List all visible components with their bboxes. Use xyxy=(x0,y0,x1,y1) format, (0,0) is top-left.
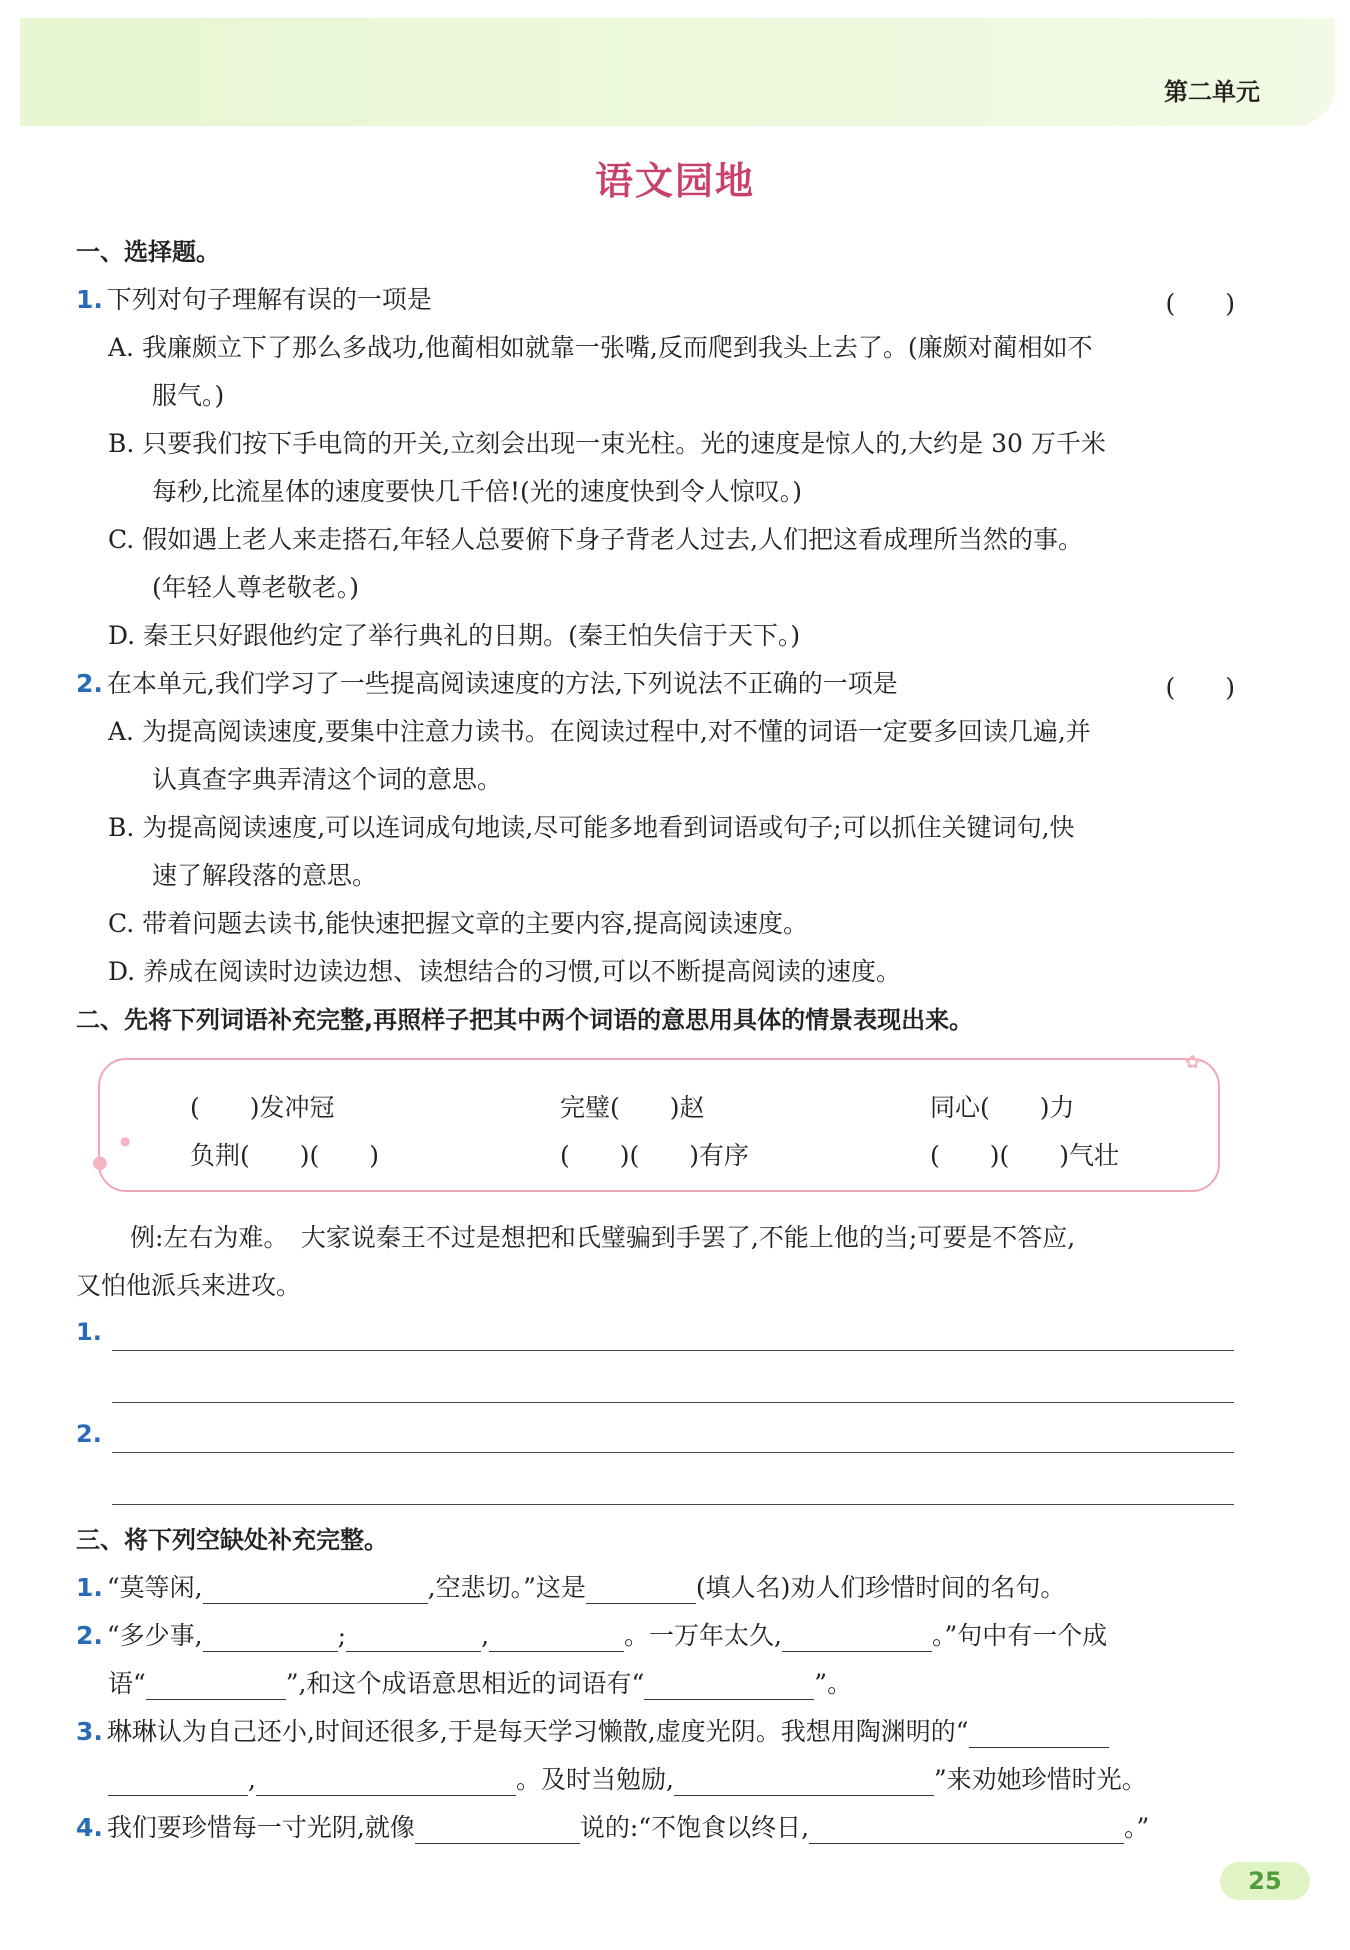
q2-option-b-cont: 速了解段落的意思。 xyxy=(152,861,378,890)
q1-stem-text: 下列对句子理解有误的一项是 xyxy=(106,285,432,314)
q2-option-b xyxy=(108,812,1075,844)
example-line-1: 例:左右为难。 大家说秦王不过是想把和氏璧骗到手罢了,不能上他的当;可要是不答应, xyxy=(130,1223,1076,1252)
word-item[interactable]: ( )发冲冠 xyxy=(190,1093,335,1122)
option-letter: A. xyxy=(108,333,135,362)
q1-answer-paren[interactable]: ( ) xyxy=(1165,289,1235,318)
q2-stem-text: 在本单元,我们学习了一些提高阅读速度的方法,下列说法不正确的一项是 xyxy=(106,669,898,698)
q2-number: 2. xyxy=(76,669,103,698)
option-letter: C. xyxy=(108,525,135,554)
text: 。及时当勉励, xyxy=(515,1765,674,1794)
q1-option-a-cont: 服气。) xyxy=(152,381,225,410)
q2-answer-paren[interactable]: ( ) xyxy=(1165,673,1235,702)
fill-blank[interactable] xyxy=(108,1769,248,1796)
s3-q1-number: 1. xyxy=(76,1573,103,1602)
q2-option-c xyxy=(108,908,808,940)
text: , xyxy=(248,1765,256,1794)
word-box xyxy=(98,1058,1220,1192)
text: “莫等闲, xyxy=(106,1573,203,1602)
fill-blank[interactable] xyxy=(674,1769,934,1796)
section2-heading: 二、先将下列词语补充完整,再照样子把其中两个词语的意思用具体的情景表现出来。 xyxy=(76,1006,974,1034)
text: (填人名)劝人们珍惜时间的名句。 xyxy=(695,1573,1066,1602)
text: , xyxy=(481,1621,490,1650)
option-text: 我廉颇立下了那么多战功,他蔺相如就靠一张嘴,反而爬到我头上去了。(廉颇对蔺相如不 xyxy=(141,333,1093,362)
fill-blank[interactable] xyxy=(256,1769,516,1796)
s3-q3-cont xyxy=(108,1764,1147,1796)
text: 。” xyxy=(1124,1813,1150,1842)
page-number: 25 xyxy=(1220,1862,1310,1900)
word-item[interactable]: ( )( )气壮 xyxy=(930,1141,1120,1170)
word-item[interactable]: 同心( )力 xyxy=(930,1093,1075,1122)
q1-option-c-cont: (年轻人尊老敬老。) xyxy=(152,573,360,602)
option-text: 带着问题去读书,能快速把握文章的主要内容,提高阅读速度。 xyxy=(142,909,809,938)
word-item[interactable]: 负荆( )( ) xyxy=(190,1141,380,1170)
s3-q3-number: 3. xyxy=(76,1717,103,1746)
answer-number-1: 1. xyxy=(76,1318,102,1346)
s3-q4 xyxy=(76,1812,1149,1844)
option-text: 养成在阅读时边读边想、读想结合的习惯,可以不断提高阅读的速度。 xyxy=(143,957,902,986)
text: 。”句中有一个成 xyxy=(931,1621,1108,1650)
answer-line[interactable] xyxy=(112,1350,1234,1351)
q1-option-a xyxy=(108,332,1093,364)
fill-blank[interactable] xyxy=(346,1625,481,1652)
q1-option-b-cont: 每秒,比流星体的速度要快几千倍!(光的速度快到令人惊叹。) xyxy=(152,477,803,506)
option-letter: A. xyxy=(108,717,135,746)
q2-stem xyxy=(76,668,898,700)
option-letter: D. xyxy=(108,621,136,650)
page-title: 语文园地 xyxy=(594,159,755,203)
option-text: 为提高阅读速度,要集中注意力读书。在阅读过程中,对不懂的词语一定要多回读几遍,并 xyxy=(141,717,1091,746)
option-letter: D. xyxy=(108,957,136,986)
answer-line[interactable] xyxy=(112,1504,1234,1505)
q1-number: 1. xyxy=(76,285,103,314)
option-letter: B. xyxy=(108,813,135,842)
option-letter: C. xyxy=(108,909,135,938)
fill-blank[interactable] xyxy=(644,1673,814,1700)
fill-blank[interactable] xyxy=(203,1577,428,1604)
text: 我们要珍惜每一寸光阴,就像 xyxy=(106,1813,415,1842)
q1-stem xyxy=(76,284,432,316)
text: ; xyxy=(337,1621,347,1650)
unit-label: 第二单元 xyxy=(1164,78,1260,106)
fill-blank[interactable] xyxy=(586,1577,696,1604)
paw-icon: ● xyxy=(92,1152,108,1173)
example-line-2: 又怕他派兵来进攻。 xyxy=(76,1271,302,1300)
word-item[interactable]: ( )( )有序 xyxy=(560,1141,750,1170)
s3-q2 xyxy=(76,1620,1107,1652)
header-banner xyxy=(20,18,1335,126)
q1-option-d xyxy=(108,620,800,652)
q1-option-c xyxy=(108,524,1083,556)
option-text: 秦王只好跟他约定了举行典礼的日期。(秦王怕失信于天下。) xyxy=(143,621,801,650)
option-text: 为提高阅读速度,可以连词成句地读,尽可能多地看到词语或句子;可以抓住关键词句,快 xyxy=(142,813,1075,842)
text: ,空悲切。”这是 xyxy=(427,1573,586,1602)
fill-blank[interactable] xyxy=(809,1817,1124,1844)
word-item[interactable]: 完璧( )赵 xyxy=(560,1093,705,1122)
q2-option-a-cont: 认真查字典弄清这个词的意思。 xyxy=(152,765,503,794)
s3-q2-cont xyxy=(108,1668,852,1700)
q2-option-a xyxy=(108,716,1091,748)
fill-blank[interactable] xyxy=(782,1625,932,1652)
answer-number-2: 2. xyxy=(76,1420,102,1448)
s3-q4-number: 4. xyxy=(76,1813,103,1842)
fill-blank[interactable] xyxy=(969,1721,1109,1748)
option-text: 只要我们按下手电筒的开关,立刻会出现一束光柱。光的速度是惊人的,大约是 30 万千米 xyxy=(142,429,1106,458)
paw-icon: ● xyxy=(120,1134,131,1148)
text: 琳琳认为自己还小,时间还很多,于是每天学习懒散,虚度光阴。我想用陶渊明的“ xyxy=(106,1717,969,1746)
text: 语“ xyxy=(108,1669,146,1698)
text: “多少事, xyxy=(106,1621,203,1650)
answer-line[interactable] xyxy=(112,1402,1234,1403)
fill-blank[interactable] xyxy=(415,1817,580,1844)
text: ”。 xyxy=(814,1669,853,1698)
s3-q3 xyxy=(76,1716,1109,1748)
text: ”,和这个成语意思相近的词语有“ xyxy=(285,1669,645,1698)
answer-line[interactable] xyxy=(112,1452,1234,1453)
text: 。一万年太久, xyxy=(624,1621,782,1650)
fill-blank[interactable] xyxy=(203,1625,338,1652)
fill-blank[interactable] xyxy=(489,1625,624,1652)
s3-q1 xyxy=(76,1572,1065,1604)
q2-option-d xyxy=(108,956,901,988)
s3-q2-number: 2. xyxy=(76,1621,103,1650)
flower-icon: ✿ xyxy=(1185,1052,1201,1073)
text: ”来劝她珍惜时光。 xyxy=(933,1765,1147,1794)
section3-heading: 三、将下列空缺处补充完整。 xyxy=(76,1526,388,1554)
fill-blank[interactable] xyxy=(146,1673,286,1700)
option-text: 假如遇上老人来走搭石,年轻人总要俯下身子背老人过去,人们把这看成理所当然的事。 xyxy=(142,525,1084,554)
option-letter: B. xyxy=(108,429,135,458)
section1-heading: 一、选择题。 xyxy=(76,238,220,266)
q1-option-b xyxy=(108,428,1106,460)
text: 说的:“不饱食以终日, xyxy=(579,1813,810,1842)
